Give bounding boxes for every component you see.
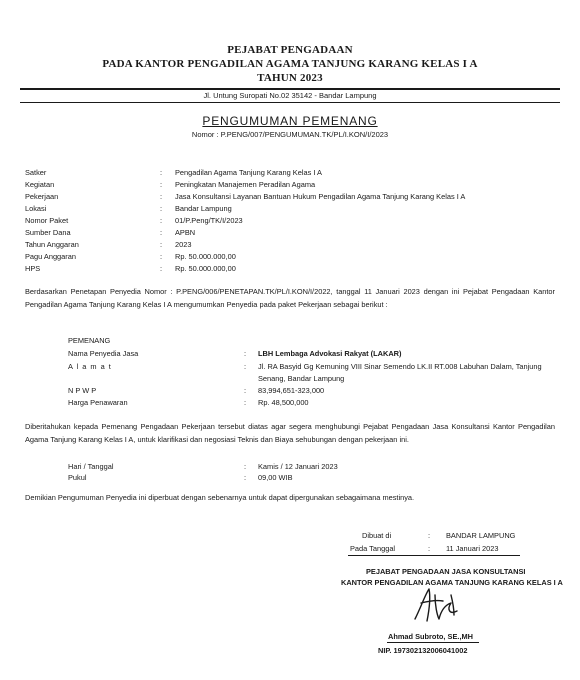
detail-value: 01/P.Peng/TK/I/2023 — [175, 216, 243, 225]
signatory-name: Ahmad Subroto, SE.,MH — [388, 632, 473, 641]
schedule-colon: : — [244, 462, 247, 471]
detail-label: Pekerjaan — [25, 192, 59, 201]
notice-paragraph: Diberitahukan kepada Pemenang Pengadaan Pekerjaan tersebut diatas agar segera menghubungi Pejabat Pengadaan Jasa Konsultansi Kantor Pengadilan Agama Tanjung Karang Kelas I A, untuk klarifikasi dan negosiasi Teknis dan Biaya sehubungan dengan pekerjaan ini. — [25, 422, 555, 444]
detail-colon: : — [160, 192, 163, 201]
detail-label: Kegiatan — [25, 180, 55, 189]
detail-colon: : — [160, 180, 163, 189]
document-number: Nomor : P.PENG/007/PENGUMUMAN.TK/PL/I.KON/I/2023 — [191, 130, 389, 139]
winner-colon: : — [244, 349, 247, 358]
detail-label: Sumber Dana — [25, 228, 71, 237]
header-line-3: TAHUN 2023 — [257, 72, 323, 84]
winner-heading: PEMENANG — [68, 336, 111, 345]
detail-colon: : — [160, 204, 163, 213]
schedule-label: Hari / Tanggal — [68, 462, 114, 471]
winner-address-cont: Senang, Bandar Lampung — [258, 374, 345, 383]
winner-name: LBH Lembaga Advokasi Rakyat (LAKAR) — [258, 349, 402, 358]
winner-price: Rp. 48,500,000 — [258, 398, 309, 407]
winner-label: N P W P — [68, 386, 97, 395]
detail-value: Rp. 50.000.000,00 — [175, 252, 236, 261]
winner-colon: : — [244, 362, 247, 371]
header-address: Jl. Untung Suropati No.02 35142 - Bandar Lampung — [203, 91, 377, 100]
signoff-date-label: Pada Tanggal — [350, 544, 396, 553]
intro-paragraph: Berdasarkan Penetapan Penyedia Nomor : P.PENG/006/PENETAPAN.TK/PL/I.KON/I/2022, tanggal 11 Januari 2023 dengan ini Pejabat Pengadaan Kantor Pengadilan Agama Tanjung Karang Kelas I A mengumumkan Penyedia pada paket Pekerjaan sebagai berikut : — [25, 287, 555, 309]
detail-value: 2023 — [175, 240, 192, 249]
closing-statement: Demikian Pengumuman Penyedia ini diperbuat dengan sebenarnya untuk dapat dipergunakan sebagaimana mestinya. — [25, 493, 415, 502]
winner-label: Nama Penyedia Jasa — [68, 349, 139, 358]
signoff-place-label: Dibuat di — [362, 531, 392, 540]
document-title: PENGUMUMAN PEMENANG — [202, 114, 378, 128]
detail-value: Bandar Lampung — [175, 204, 232, 213]
detail-label: Lokasi — [25, 204, 47, 213]
header-rule-bottom — [20, 102, 560, 103]
detail-value: APBN — [175, 228, 196, 237]
winner-colon: : — [244, 398, 247, 407]
detail-colon: : — [160, 252, 163, 261]
detail-colon: : — [160, 168, 163, 177]
header-rule-top — [20, 88, 560, 90]
detail-value: Jasa Konsultansi Layanan Bantuan Hukum Pengadilan Agama Tanjung Karang Kelas I A — [175, 192, 466, 201]
detail-label: HPS — [25, 264, 41, 273]
winner-npwp: 83,994,651-323,000 — [258, 386, 325, 395]
detail-label: Nomor Paket — [25, 216, 69, 225]
detail-colon: : — [160, 240, 163, 249]
schedule-colon: : — [244, 473, 247, 482]
signature-image — [407, 585, 467, 625]
detail-value: Rp. 50.000.000,00 — [175, 264, 236, 273]
signoff-colon: : — [428, 544, 431, 553]
signoff-colon: : — [428, 531, 431, 540]
winner-address: Jl. RA Basyid Gg Kemuning VIII Sinar Semendo LK.II RT.008 Labuhan Dalam, Tanjung — [258, 362, 542, 371]
signatory-name-underline — [387, 642, 479, 643]
header-line-2: PADA KANTOR PENGADILAN AGAMA TANJUNG KARANG KELAS I A — [102, 58, 478, 70]
detail-value: Peningkatan Manajemen Peradilan Agama — [175, 180, 316, 189]
schedule-time: 09,00 WIB — [258, 473, 293, 482]
detail-label: Satker — [25, 168, 47, 177]
detail-colon: : — [160, 264, 163, 273]
winner-label: Harga Penawaran — [68, 398, 128, 407]
signoff-date: 11 Januari 2023 — [446, 544, 499, 553]
schedule-label: Pukul — [68, 473, 87, 482]
winner-colon: : — [244, 386, 247, 395]
signoff-role-2: KANTOR PENGADILAN AGAMA TANJUNG KARANG KELAS I A — [341, 578, 563, 587]
header-line-1: PEJABAT PENGADAAN — [227, 44, 353, 56]
detail-colon: : — [160, 216, 163, 225]
detail-label: Pagu Anggaran — [25, 252, 76, 261]
signatory-nip: NIP. 197302132006041002 — [378, 646, 468, 655]
signoff-role-1: PEJABAT PENGADAAN JASA KONSULTANSI — [366, 567, 526, 576]
schedule-day: Kamis / 12 Januari 2023 — [258, 462, 338, 471]
detail-label: Tahun Anggaran — [25, 240, 79, 249]
winner-label: A l a m a t — [68, 362, 112, 371]
signoff-place: BANDAR LAMPUNG — [446, 531, 516, 540]
detail-value: Pengadilan Agama Tanjung Karang Kelas I A — [175, 168, 322, 177]
signoff-date-underline — [348, 555, 520, 556]
detail-colon: : — [160, 228, 163, 237]
